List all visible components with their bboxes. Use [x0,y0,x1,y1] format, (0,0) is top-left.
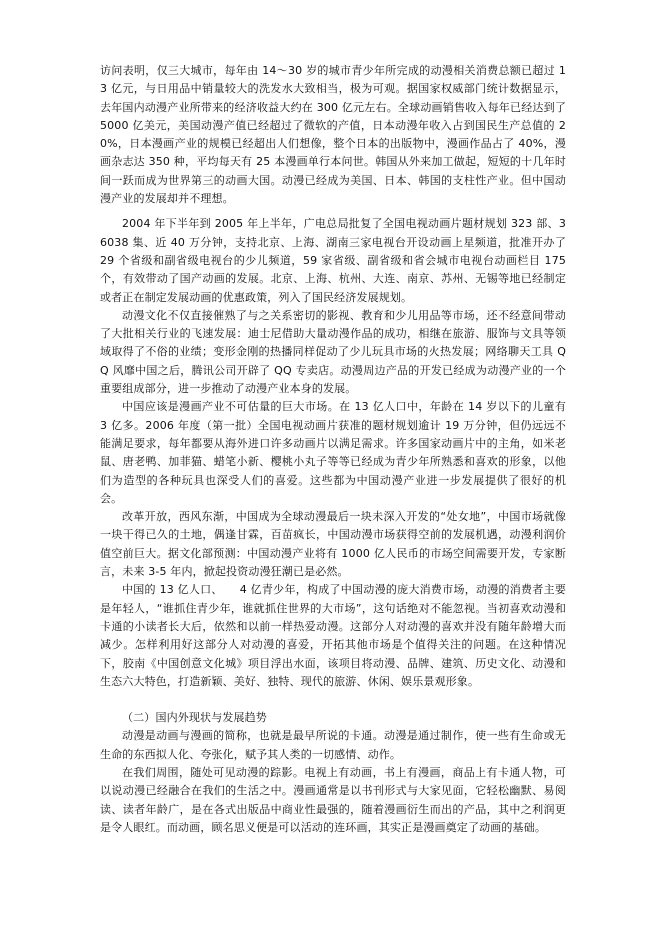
paragraph-related-industries: 动漫文化不仅直接催熟了与之关系密切的影视、教育和少儿用品等市场，还不经意间带动了大批相关行业的飞速发展：迪士尼借助大量动漫作品的成功，相继在旅游、服饰与文具等领域取得了不俗的业绩；变形金刚的热播同样促动了少儿玩具市场的火热发展；网络聊天工具 QQ 风靡中国之后，腾讯公司开辟了 QQ 专卖店。动漫周边产品的开发已经成为动漫产业的一个重要组成部分，进一步推动了动漫产业本身的发展。 [100,308,566,396]
paragraph-everyday-presence: 在我们周围，随处可见动漫的踪影。电视上有动画，书上有漫画，商品上有卡通人物，可以说动漫已经融合在我们的生活之中。漫画通常是以书刊形式与大家见面，它轻松幽默、易阅读、读者年龄广，是在各式出版品中商业性最强的，随着漫画衍生而出的产品，其中之利润更是令人眼红。而动画，顾名思义便是可以活动的连环画，其实正是漫画奠定了动画的基础。 [100,765,566,834]
section-heading: （二）国内外现状与发展趋势 [122,711,267,725]
paragraph-china-market: 中国应该是漫画产业不可估量的巨大市场。在 13 亿人口中，年龄在 14 岁以下的儿童有 3 亿多。2006 年度（第一批）全国电视动画片获准的题材规划逾计 19 万分钟，但仍远远不能满足要求，每年都要从海外进口许多动画片以满足需求。许多国家动画片中的主角，如米老鼠、唐老鸭、加菲猫、蜡笔小新、樱桃小丸子等等已经成为青少年所熟悉和喜欢的形象，以他们为造型的各种玩具也深受人们的喜爱。这些都为中国动漫产业进一步发展提供了很好的机会。 [100,400,566,505]
paragraph-youth-consumers: 中国的 13 亿人口、 4 亿青少年，构成了中国动漫的庞大消费市场，动漫的消费者主要是年轻人，“谁抓住青少年，谁就抓住世界的大市场”，这句话绝对不能忽视。当初喜欢动漫和卡通的小读者长大后，依然和以前一样热爱动漫。这部分人对动漫的喜欢并没有随年龄增大而减少。怎样利用好这部分人对动漫的喜爱，开拓其他市场是个值得关注的问题。在这种情况下，胶南《中国创意文化城》项目浮出水面，该项目将动漫、品牌、建筑、历史文化、动漫和生态六大特色，打造新颖、美好、独特、现代的旅游、休闲、娱乐景观形象。 [100,583,566,688]
paragraph-definition: 动漫是动画与漫画的简称，也就是最早所说的卡通。动漫是通过制作，使一些有生命或无生命的东西拟人化、夸张化，赋予其人类的一切感情、动作。 [100,729,566,761]
paragraph-reform-opening: 改革开放，西风东渐，中国成为全球动漫最后一块未深入开发的“处女地”，中国市场就像一块干得已久的土地，偶逢甘霖，百苗疯长，中国动漫市场获得空前的发展机遇，动漫利润价值空前巨大。据文化部预测：中国动漫产业将有 1000 亿人民币的市场空间需要开发，专家断言，未来 3-5 年内，掀起投资动漫狂潮已是必然。 [100,510,566,579]
paragraph-policy-support: 2004 年下半年到 2005 年上半年，广电总局批复了全国电视动画片题材规划 323 部、36038 集、近 40 万分钟，支持北京、上海、湖南三家电视台开设动画上星频道，批准开办了 29 个省级和副省级电视台的少儿频道，59 家省级、副省级和省会城市电视台动画栏目 175 个，有效带动了国产动画的发展。北京、上海、杭州、大连、南京、苏州、无锡等地已经制定或者正在制定发展动画的优惠政策，列入了国民经济发展规划。 [100,217,566,304]
document-page [100,62,566,837]
paragraph-consumption-stats: 访问表明，仅三大城市，每年由 14～30 岁的城市青少年所完成的动漫相关消费总额已超过 13 亿元，与日用品中销量较大的洗发水大致相当，极为可观。据国家权威部门统计数据显示，去年国内动漫产业所带来的经济收益大约在 300 亿元左右。全球动画销售收入每年已经达到了 5000 亿美元，美国动漫产值已经超过了微软的产值，日本动漫年收入占到国民生产总值的 20%，日本漫画产业的规模已经超出人们想像，整个日本的出版物中，漫画作品占了 40%，漫画杂志达 350 种，平均每天有 25 本漫画单行本问世。韩国从外来加工做起，短短的十几年时间一跃而成为世界第三的动画大国。动漫已经成为美国、日本、韩国的支柱性产业。但中国动漫产业的发展却并不理想。 [100,64,566,206]
